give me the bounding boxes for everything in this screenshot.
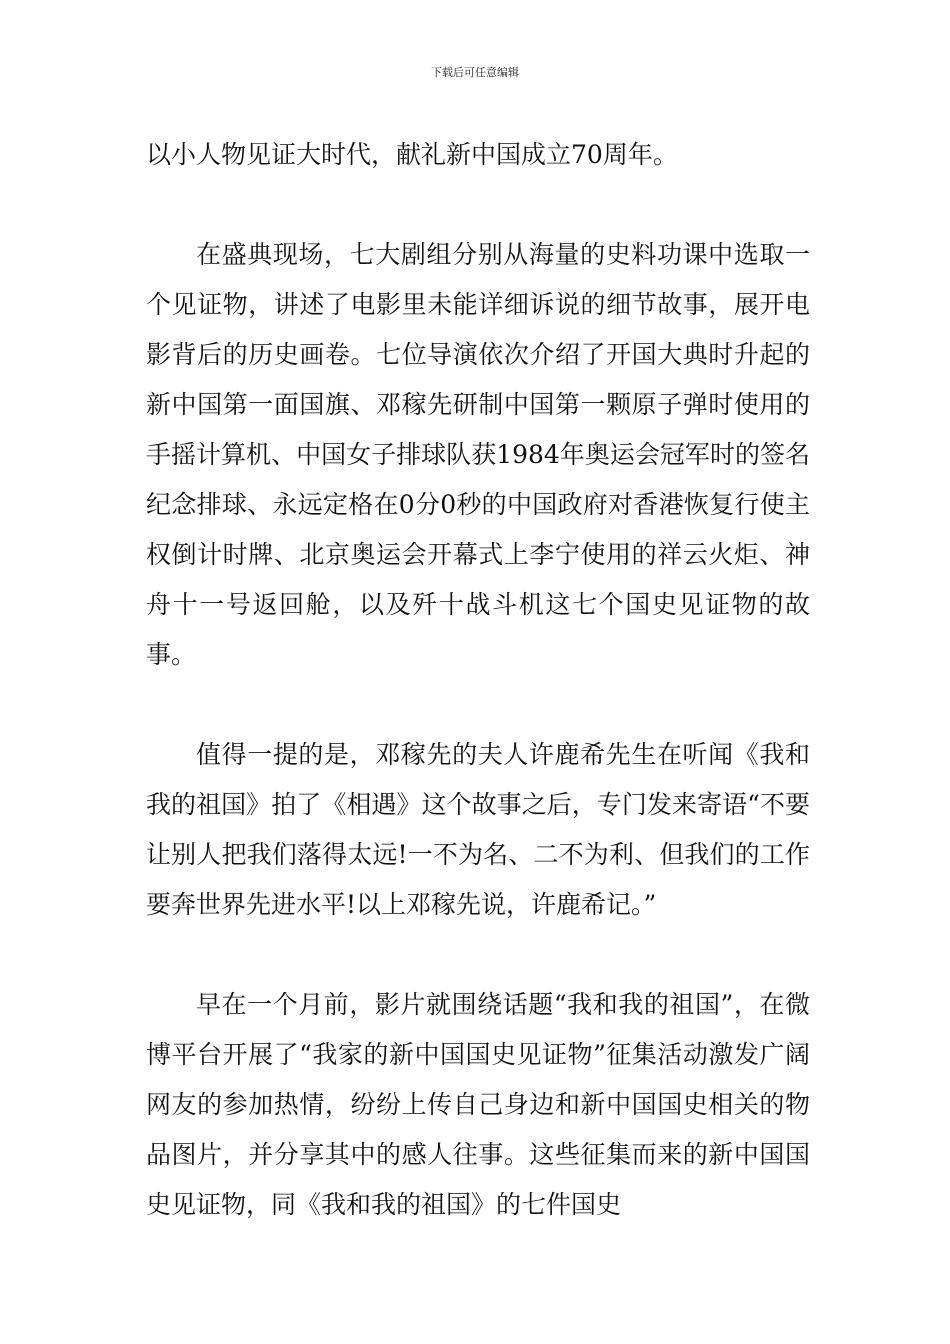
- page-header-note: 下载后可任意编辑: [431, 66, 519, 79]
- document-body: [146, 130, 810, 1230]
- paragraph-gap: [146, 180, 810, 230]
- paragraph-gap: [146, 930, 810, 980]
- paragraph-1: 以小人物见证大时代，献礼新中国成立70周年。: [146, 140, 678, 169]
- paragraph-3: 值得一提的是，邓稼先的夫人许鹿希先生在听闻《我和我的祖国》拍了《相遇》这个故事之后，专门发来寄语“不要让别人把我们落得太远!一不为名、二不为利、但我们的工作要奔世界先进水平!以上邓稼先说，许鹿希记。”: [146, 740, 810, 919]
- paragraph-4: 早在一个月前，影片就围绕话题“我和我的祖国”，在微博平台开展了“我家的新中国国史见证物”征集活动激发广阔网友的参加热情，纷纷上传自己身边和新中国国史相关的物品图片，并分享其中的感人往事。这些征集而来的新中国国史见证物，同《我和我的祖国》的七件国史: [146, 990, 810, 1219]
- paragraph-2: 在盛典现场，七大剧组分别从海量的史料功课中选取一个见证物，讲述了电影里未能详细诉说的细节故事，展开电影背后的历史画卷。七位导演依次介绍了开国大典时升起的新中国第一面国旗、邓稼先研制中国第一颗原子弹时使用的手摇计算机、中国女子排球队获1984年奥运会冠军时的签名纪念排球、永远定格在0分0秒的中国政府对香港恢复行使主权倒计时牌、北京奥运会开幕式上李宁使用的祥云火炬、神舟十一号返回舱，以及歼十战斗机这七个国史见证物的故事。: [146, 240, 810, 669]
- paragraph-gap: [146, 680, 810, 730]
